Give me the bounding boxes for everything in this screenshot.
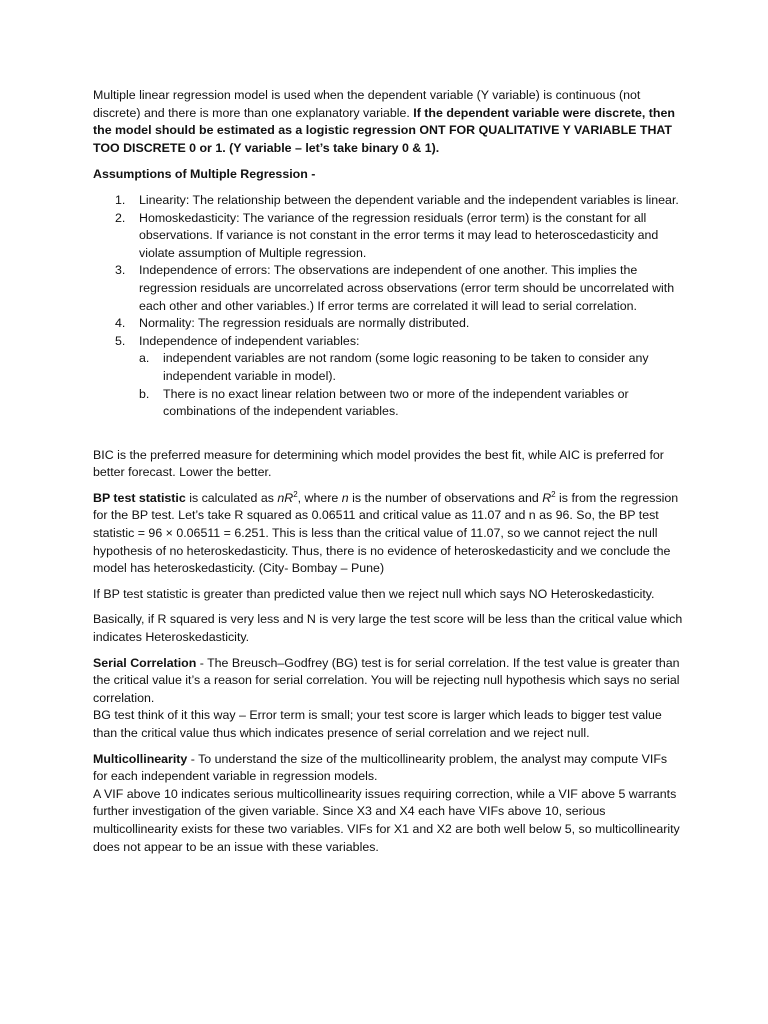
multicollinearity-paragraph-2: A VIF above 10 indicates serious multicollinearity issues requiring correction, while a VIF above 5 warrants further investigation of the given variable. Since X3 and X4 each have VIFs above 10, serious multicollinearity exists for these two variables. VIFs for X1 and X2 are both well below 5, so multicollinearity does not appear to be an issue with these variables. (93, 786, 680, 854)
list-item: 1. Linearity: The relationship between the dependent variable and the independent variables is linear. (115, 192, 679, 207)
intro-paragraph (93, 87, 683, 157)
list-item: 5. Independence of independent variables: a. independent variables are not random (some logic reasoning to be taken to consider any independent variable in model). b. There is no exact linear relation between two or more of the independent variables or combinations of the independent variables. (93, 333, 683, 421)
bic-paragraph: BIC is the preferred measure for determining which model provides the best fit, while AIC is preferred for better forecast. Lower the better. (93, 447, 664, 480)
sub-list-item: b. There is no exact linear relation between two or more of the independent variables or combinations of the independent variables. (139, 386, 629, 419)
bp-note-paragraph: Basically, if R squared is very less and N is very large the test score will be less than the critical value which indicates Heteroskedasticity. (93, 612, 683, 645)
bp-paragraph: BP test statistic is calculated as $nR^2$, where n is the number of observations and $R^2$ is from the regression for the BP test. Let’s take R squared as 0.06511 and critical value as 11.07 and n as 96. So, the BP test statistic = 96 × 0.06511 = 6.251. This is less than the critical value of 11.07, so we cannot reject the null hypothesis of no heteroskedasticity. Thus, there is no evidence of heteroskedasticity and we conclude the model has heteroskedasticity. (City- Bombay – Pune) (93, 489, 679, 576)
list-item: 3. Independence of errors: The observations are independent of one another. This implies the regression residuals are uncorrelated across observations (error term should be uncorrelated with each other and other variables.) If error terms are correlated it will lead to serial correlation. (115, 263, 675, 313)
list-item: 2. Homoskedasticity: The variance of the regression residuals (error term) is the constant for all observations. If variance is not constant in the error terms it may lead to heteroscedasticity and violate assumption of Multiple regression. (115, 210, 659, 260)
serial-correlation-label: Serial Correlation (93, 655, 197, 670)
serial-correlation-paragraph-2: BG test think of it this way – Error term is small; your test score is larger which leads to bigger test value than the critical value thus which indicates presence of serial correlation and we reject null. (93, 708, 662, 740)
list-item: 4. Normality: The regression residuals are normally distributed. (115, 316, 470, 331)
intro-bold-text: If the dependent variable were discrete, then the model should be estimated as a logistic regression ONT FOR QUALITATIVE Y VARIABLE THAT TOO DISCRETE 0 or 1. (Y variable – let’s take binary 0 & 1). (93, 105, 675, 155)
bp-label: BP test statistic (93, 490, 186, 505)
multicollinearity-paragraph: Multicollinearity - To understand the size of the multicollinearity problem, the analyst may compute VIFs for each independent variable in regression models. (93, 751, 668, 784)
sub-list-item: a. independent variables are not random (some logic reasoning to be taken to consider any independent variable in model). (139, 351, 649, 383)
assumptions-heading: Assumptions of Multiple Regression - (93, 167, 316, 182)
document-body (93, 87, 683, 856)
bp-note-paragraph: If BP test statistic is greater than predicted value then we reject null which says NO Heteroskedasticity. (93, 586, 655, 601)
multicollinearity-label: Multicollinearity (93, 751, 188, 766)
serial-correlation-paragraph: Serial Correlation - The Breusch–Godfrey (BG) test is for serial correlation. If the test value is greater than the critical value it’s a reason for serial correlation. You will be rejecting null hypothesis which says no serial correlation. (93, 655, 680, 705)
assumptions-list (93, 192, 683, 421)
sub-list (139, 350, 683, 420)
intro-text: Multiple linear regression model is used when the dependent variable (Y variable) is continuous (not discrete) and there is more than one explanatory variable. (93, 88, 641, 120)
